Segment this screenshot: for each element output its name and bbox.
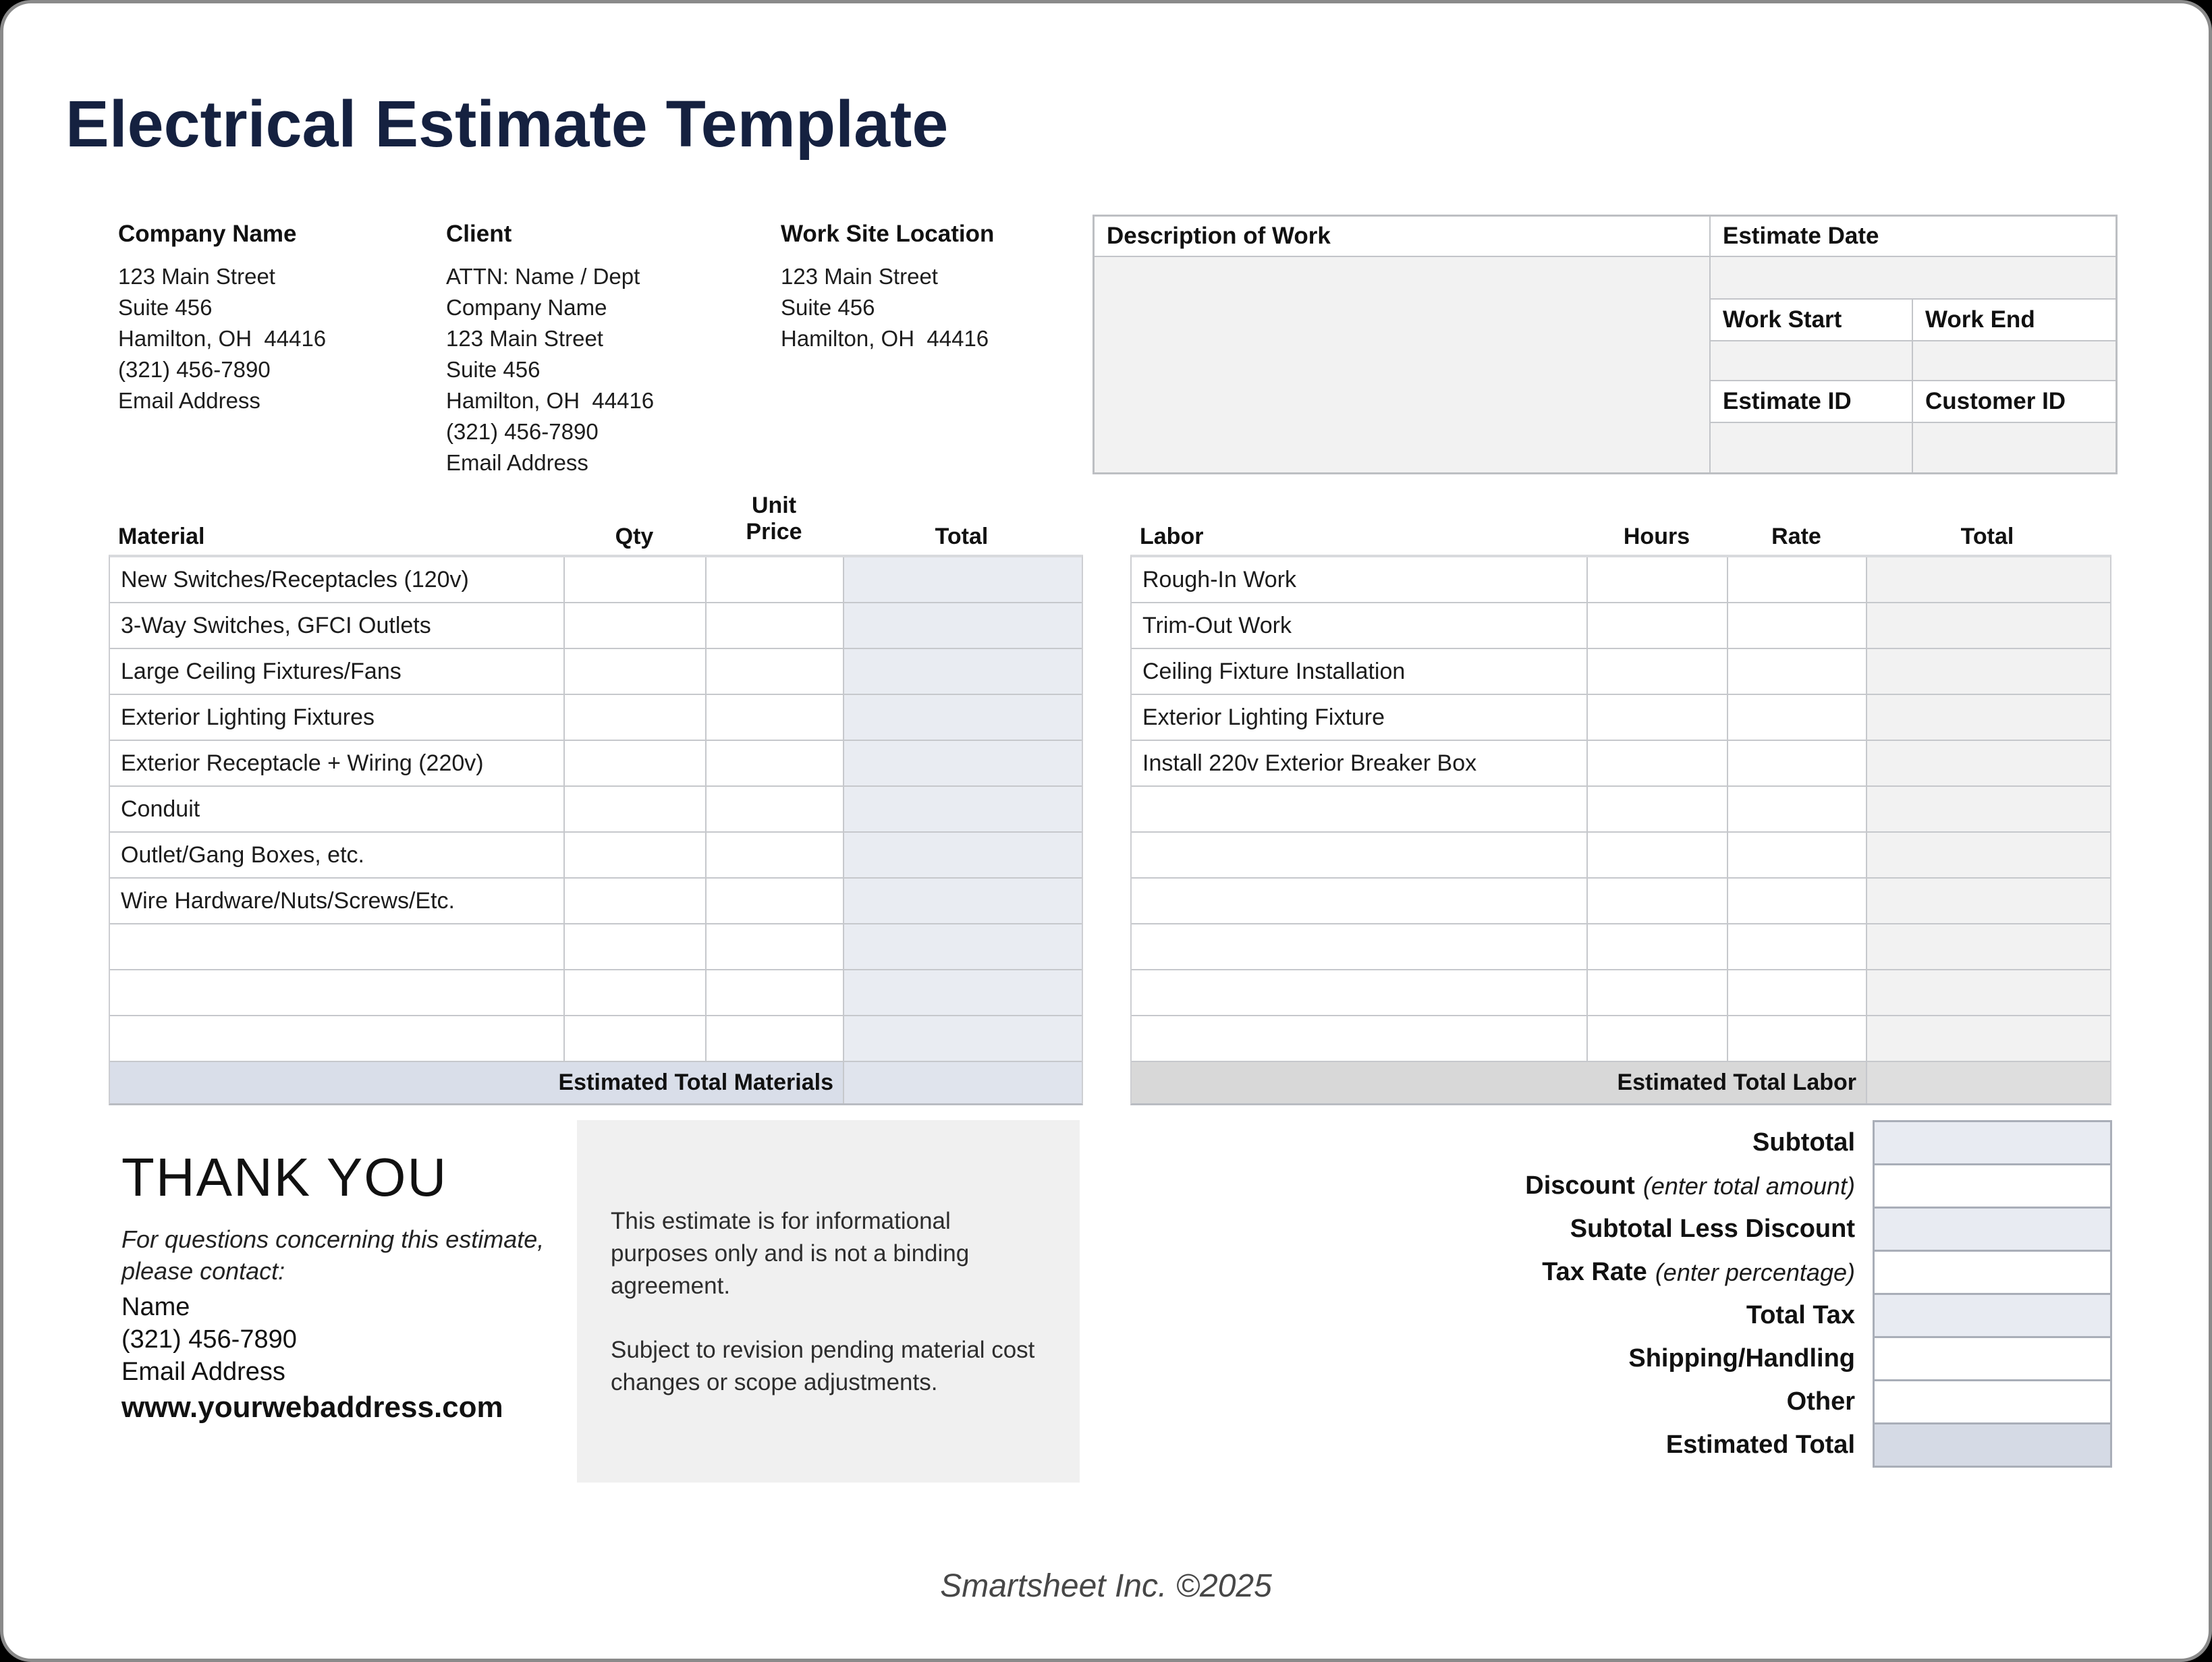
- material-unit-price-cell[interactable]: [707, 1016, 844, 1062]
- client-address-line: Suite 456: [446, 357, 541, 382]
- disclaimer-paragraph: This estimate is for informational purposes only and is not a binding agreement.: [611, 1208, 970, 1299]
- labor-total-cell: [1867, 970, 2110, 1016]
- labor-footer-total-cell: [1867, 1062, 2110, 1103]
- labor-header-hours: Hours: [1623, 524, 1690, 549]
- material-name-cell[interactable]: [110, 1016, 565, 1062]
- material-name-cell[interactable]: [110, 970, 565, 1016]
- labor-total-cell: [1867, 741, 2110, 787]
- labor-hours-cell[interactable]: [1588, 833, 1728, 879]
- material-qty-cell[interactable]: [565, 557, 707, 603]
- thank-you-note-line: For questions concerning this estimate,: [121, 1225, 545, 1253]
- contact-phone: (321) 456-7890: [121, 1325, 297, 1354]
- client-attn-line: ATTN: Name / Dept: [446, 264, 640, 289]
- labor-rate-cell[interactable]: [1728, 695, 1867, 741]
- materials-footer-total-cell: [844, 1062, 1082, 1103]
- discount-annotation: (enter total amount): [1642, 1171, 1855, 1200]
- totals-row-total-tax: [1252, 1293, 2112, 1338]
- material-total-cell: [844, 1016, 1082, 1062]
- labor-task-cell: Install 220v Exterior Breaker Box: [1132, 741, 1588, 787]
- labor-task-cell: Ceiling Fixture Installation: [1132, 649, 1588, 695]
- material-unit-price-cell[interactable]: [707, 649, 844, 695]
- material-total-cell: [844, 649, 1082, 695]
- contact-name: Name: [121, 1293, 190, 1321]
- worksite-address-line: Suite 456: [781, 295, 875, 320]
- labor-header-labor: Labor: [1140, 524, 1204, 549]
- labor-hours-cell[interactable]: [1588, 603, 1728, 649]
- totals-row-estimated-total: [1252, 1422, 2112, 1468]
- labor-rate-cell[interactable]: [1728, 833, 1867, 879]
- labor-total-cell: [1867, 557, 2110, 603]
- tax-rate-label: Tax Rate: [1542, 1258, 1647, 1286]
- material-name-cell: Conduit: [110, 787, 565, 833]
- material-unit-price-cell[interactable]: [707, 970, 844, 1016]
- material-name-cell: 3-Way Switches, GFCI Outlets: [110, 603, 565, 649]
- disclaimer-box: [577, 1120, 1080, 1483]
- subtotal-less-discount-label: Subtotal Less Discount: [1570, 1215, 1855, 1243]
- company-email: Email Address: [118, 388, 260, 413]
- material-total-cell: [844, 741, 1082, 787]
- company-phone: (321) 456-7890: [118, 357, 271, 382]
- work-details-table: [1093, 215, 2118, 474]
- client-info-block: [446, 221, 654, 478]
- labor-rate-cell[interactable]: [1728, 1016, 1867, 1062]
- customer-id-header: Customer ID: [1913, 381, 2116, 423]
- labor-footer-label: Estimated Total Labor: [1132, 1062, 1867, 1103]
- materials-header-total: Total: [935, 524, 989, 549]
- worksite-heading: Work Site Location: [781, 221, 995, 247]
- disclaimer-paragraph: Subject to revision pending material cost changes or scope adjustments.: [611, 1337, 1035, 1395]
- discount-input-cell[interactable]: [1873, 1163, 2112, 1209]
- material-qty-cell[interactable]: [565, 603, 707, 649]
- shipping-handling-label: Shipping/Handling: [1628, 1344, 1855, 1373]
- estimate-date-input-cell[interactable]: [1711, 257, 2116, 300]
- subtotal-value-cell: [1873, 1120, 2112, 1165]
- material-total-cell: [844, 603, 1082, 649]
- work-end-header: Work End: [1913, 300, 2116, 341]
- website-link[interactable]: www.yourwebaddress.com: [121, 1391, 503, 1424]
- material-name-cell[interactable]: [110, 924, 565, 970]
- company-address-line: 123 Main Street: [118, 264, 275, 289]
- material-qty-cell[interactable]: [565, 1016, 707, 1062]
- material-unit-price-cell[interactable]: [707, 833, 844, 879]
- work-end-input-cell[interactable]: [1913, 341, 2116, 381]
- material-unit-price-cell[interactable]: [707, 741, 844, 787]
- tax-rate-annotation: (enter percentage): [1655, 1258, 1855, 1286]
- tax-rate-input-cell[interactable]: [1873, 1250, 2112, 1295]
- materials-header-qty: Qty: [615, 524, 654, 549]
- material-total-cell: [844, 695, 1082, 741]
- material-qty-cell[interactable]: [565, 924, 707, 970]
- labor-hours-cell[interactable]: [1588, 649, 1728, 695]
- material-name-cell: Large Ceiling Fixtures/Fans: [110, 649, 565, 695]
- shipping-handling-input-cell[interactable]: [1873, 1336, 2112, 1381]
- material-name-cell: Exterior Receptacle + Wiring (220v): [110, 741, 565, 787]
- customer-id-input-cell[interactable]: [1913, 423, 2116, 472]
- material-qty-cell[interactable]: [565, 970, 707, 1016]
- labor-task-cell[interactable]: [1132, 970, 1588, 1016]
- totals-row-subtotal: [1252, 1120, 2112, 1165]
- thank-you-heading: THANK YOU: [121, 1147, 448, 1207]
- thank-you-block: [121, 1146, 544, 1424]
- labor-task-cell[interactable]: [1132, 833, 1588, 879]
- material-unit-price-cell[interactable]: [707, 924, 844, 970]
- company-info-block: [118, 221, 326, 416]
- copyright-footer: Smartsheet Inc. ©2025: [940, 1568, 1272, 1604]
- labor-total-cell: [1867, 833, 2110, 879]
- labor-table: [1130, 555, 2111, 1105]
- company-heading: Company Name: [118, 221, 297, 247]
- material-unit-price-cell[interactable]: [707, 557, 844, 603]
- description-of-work-input-area[interactable]: [1095, 257, 1711, 472]
- estimate-date-header: Estimate Date: [1711, 217, 2116, 257]
- labor-header-rate: Rate: [1771, 524, 1821, 549]
- material-unit-price-cell[interactable]: [707, 603, 844, 649]
- labor-rate-cell[interactable]: [1728, 970, 1867, 1016]
- other-input-cell[interactable]: [1873, 1379, 2112, 1424]
- contact-email: Email Address: [121, 1358, 285, 1386]
- labor-hours-cell[interactable]: [1588, 741, 1728, 787]
- material-name-cell: Outlet/Gang Boxes, etc.: [110, 833, 565, 879]
- material-total-cell: [844, 879, 1082, 924]
- labor-rate-cell[interactable]: [1728, 879, 1867, 924]
- labor-hours-cell[interactable]: [1588, 1016, 1728, 1062]
- totals-row-discount: [1252, 1163, 2112, 1209]
- page-title: Electrical Estimate Template: [65, 86, 949, 161]
- labor-task-cell[interactable]: [1132, 879, 1588, 924]
- labor-rate-cell[interactable]: [1728, 603, 1867, 649]
- work-start-header: Work Start: [1711, 300, 1913, 341]
- total-tax-value-cell: [1873, 1293, 2112, 1338]
- subtotal-less-discount-value-cell: [1873, 1207, 2112, 1252]
- description-of-work-header: Description of Work: [1095, 217, 1711, 257]
- labor-hours-cell[interactable]: [1588, 695, 1728, 741]
- labor-total-cell: [1867, 603, 2110, 649]
- material-name-cell: New Switches/Receptacles (120v): [110, 557, 565, 603]
- labor-rate-cell[interactable]: [1728, 787, 1867, 833]
- worksite-address-line: Hamilton, OH 44416: [781, 326, 989, 351]
- material-qty-cell[interactable]: [565, 833, 707, 879]
- client-email: Email Address: [446, 450, 588, 475]
- labor-task-cell[interactable]: [1132, 924, 1588, 970]
- material-unit-price-cell[interactable]: [707, 879, 844, 924]
- materials-header-material: Material: [118, 524, 205, 549]
- material-qty-cell[interactable]: [565, 741, 707, 787]
- material-name-cell: Exterior Lighting Fixtures: [110, 695, 565, 741]
- material-qty-cell[interactable]: [565, 787, 707, 833]
- material-name-cell: Wire Hardware/Nuts/Screws/Etc.: [110, 879, 565, 924]
- estimated-total-value-cell: [1873, 1422, 2112, 1468]
- material-unit-price-cell[interactable]: [707, 695, 844, 741]
- labor-task-cell: Exterior Lighting Fixture: [1132, 695, 1588, 741]
- labor-task-cell[interactable]: [1132, 787, 1588, 833]
- labor-total-cell: [1867, 1016, 2110, 1062]
- labor-hours-cell[interactable]: [1588, 557, 1728, 603]
- labor-total-cell: [1867, 924, 2110, 970]
- material-total-cell: [844, 833, 1082, 879]
- material-total-cell: [844, 787, 1082, 833]
- client-company-line: Company Name: [446, 295, 607, 320]
- labor-total-cell: [1867, 695, 2110, 741]
- company-address-line: Suite 456: [118, 295, 213, 320]
- labor-header-total: Total: [1960, 524, 2014, 549]
- client-address-line: Hamilton, OH 44416: [446, 388, 655, 413]
- totals-row-other: [1252, 1379, 2112, 1424]
- labor-total-cell: [1867, 649, 2110, 695]
- client-phone: (321) 456-7890: [446, 419, 599, 444]
- work-start-input-cell[interactable]: [1711, 341, 1913, 381]
- labor-rate-cell[interactable]: [1728, 741, 1867, 787]
- other-label: Other: [1786, 1387, 1855, 1416]
- totals-row-subtotal-less-discount: [1252, 1207, 2112, 1252]
- material-unit-price-cell[interactable]: [707, 787, 844, 833]
- materials-header-unit-price: [705, 493, 843, 545]
- client-heading: Client: [446, 221, 512, 247]
- discount-label: Discount: [1525, 1171, 1635, 1200]
- material-qty-cell[interactable]: [565, 879, 707, 924]
- material-total-cell: [844, 924, 1082, 970]
- material-qty-cell[interactable]: [565, 649, 707, 695]
- estimate-id-header: Estimate ID: [1711, 381, 1913, 423]
- labor-hours-cell[interactable]: [1588, 787, 1728, 833]
- estimate-id-input-cell[interactable]: [1711, 423, 1913, 472]
- thank-you-note-line: please contact:: [121, 1257, 285, 1285]
- labor-total-cell: [1867, 879, 2110, 924]
- material-qty-cell[interactable]: [565, 695, 707, 741]
- material-total-cell: [844, 557, 1082, 603]
- labor-task-cell: Rough-In Work: [1132, 557, 1588, 603]
- labor-hours-cell[interactable]: [1588, 924, 1728, 970]
- labor-hours-cell[interactable]: [1588, 879, 1728, 924]
- estimated-total-label: Estimated Total: [1665, 1431, 1855, 1459]
- materials-table: [109, 555, 1083, 1105]
- worksite-info-block: [781, 221, 994, 354]
- labor-rate-cell[interactable]: [1728, 649, 1867, 695]
- labor-task-cell[interactable]: [1132, 1016, 1588, 1062]
- materials-footer-label: Estimated Total Materials: [110, 1062, 844, 1103]
- company-address-line: Hamilton, OH 44416: [118, 326, 327, 351]
- total-tax-label: Total Tax: [1746, 1301, 1855, 1329]
- labor-task-cell: Trim-Out Work: [1132, 603, 1588, 649]
- subtotal-label: Subtotal: [1752, 1128, 1855, 1157]
- labor-rate-cell[interactable]: [1728, 557, 1867, 603]
- materials-header-price-line: Price: [746, 519, 802, 545]
- totals-row-tax-rate: [1252, 1250, 2112, 1295]
- labor-hours-cell[interactable]: [1588, 970, 1728, 1016]
- totals-row-shipping: [1252, 1336, 2112, 1381]
- client-address-line: 123 Main Street: [446, 326, 603, 351]
- worksite-address-line: 123 Main Street: [781, 264, 938, 289]
- labor-rate-cell[interactable]: [1728, 924, 1867, 970]
- materials-header-unit-line: Unit: [751, 493, 797, 518]
- labor-total-cell: [1867, 787, 2110, 833]
- material-total-cell: [844, 970, 1082, 1016]
- totals-section: [1252, 1120, 2112, 1468]
